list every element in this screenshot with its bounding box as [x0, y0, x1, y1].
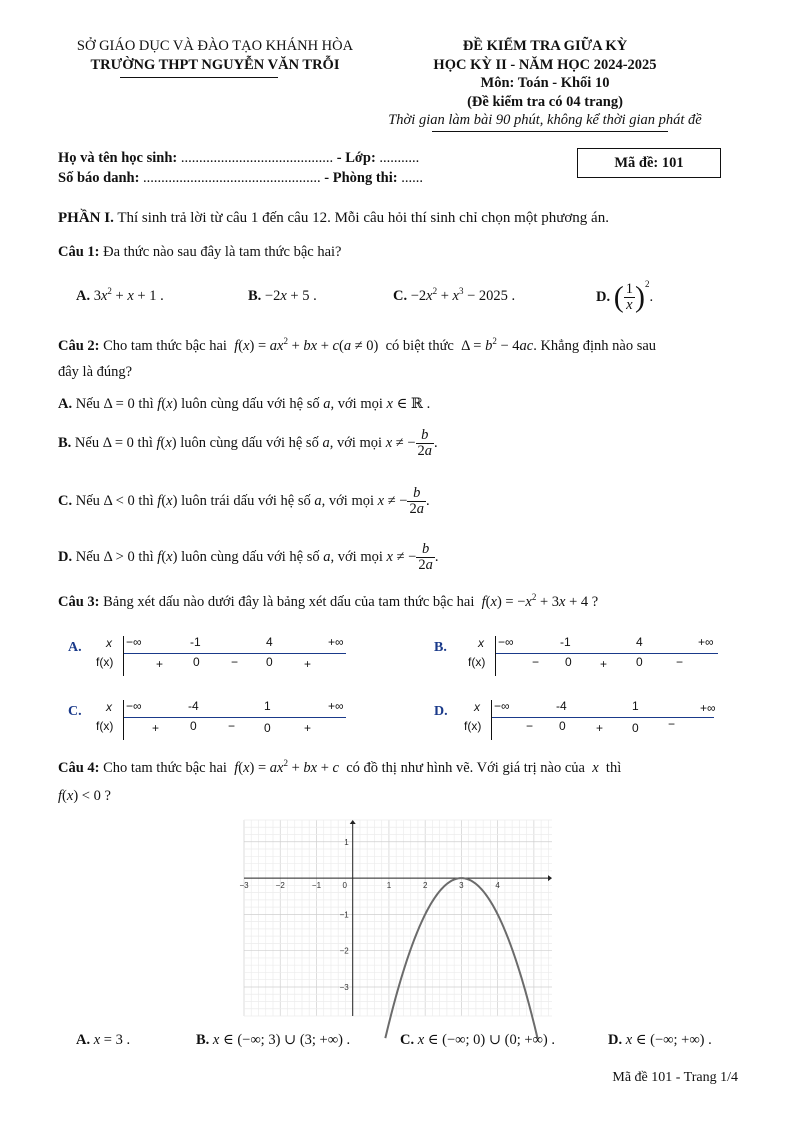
x-axis-arrow: [548, 875, 552, 881]
question-1: [58, 244, 341, 261]
sign-table-a: x f(x) −∞ -1 4 +∞ + 0 − 0 +: [96, 636, 346, 676]
sbd-field[interactable]: .................................................: [143, 170, 321, 186]
y-tick-label: −3: [339, 982, 349, 992]
q1-label: Câu 1:: [58, 244, 100, 260]
y-tick-label: 1: [344, 837, 349, 847]
q2-option-a[interactable]: A. Nếu Δ = 0 thì f(x) luôn cùng dấu với hệ số a, với mọi x ∈ ℝ .: [58, 396, 431, 412]
y-axis-arrow: [350, 820, 356, 824]
x-tick-label: 3: [459, 881, 464, 891]
question-4: Câu 4: Cho tam thức bậc hai $f(x) = ax^2$ + bx + c có đồ thị như hình vẽ. Với giá trị nào của x thì: [58, 758, 622, 776]
q1-option-d[interactable]: D. ( $\frac{1}{x}$ )$^2$.: [596, 279, 654, 314]
q2-text-cont: đây là đúng?: [58, 364, 133, 380]
q2-option-c[interactable]: C. Nếu Δ < 0 thì f(x) luôn trái dấu với hệ số a, với mọi x ≠ − $\frac{b}{2a}$ .: [58, 485, 430, 518]
q4-option-b[interactable]: B. x ∈ (−∞; 3) ∪ (3; +∞) .: [196, 1032, 351, 1048]
page-count-note: (Đề kiểm tra có 04 trang): [467, 94, 623, 110]
class-field[interactable]: ...........: [379, 150, 420, 166]
sign-table-b: x f(x) −∞ -1 4 +∞ − 0 + 0 −: [468, 636, 718, 676]
x-tick-label: 4: [495, 881, 500, 891]
school-underline: [120, 77, 278, 78]
q1-option-b[interactable]: B. −2x + 5 .: [248, 288, 317, 304]
exam-term: HỌC KỲ II - NĂM HỌC 2024-2025: [433, 57, 657, 73]
class-label: - Lớp:: [336, 150, 376, 166]
room-field: ......: [401, 170, 423, 186]
exam-title: ĐỀ KIỂM TRA GIỮA KỲ: [462, 38, 628, 54]
q1-option-a[interactable]: A. $3x^2 + x + 1$ .: [76, 286, 164, 304]
x-tick-label: −2: [275, 881, 285, 891]
part1-instruction: Thí sinh trả lời từ câu 1 đến câu 12. Mỗi câu hỏi thí sinh chỉ chọn một phương án.: [117, 210, 609, 226]
student-name-field[interactable]: ..........................................: [180, 150, 334, 166]
student-id-line: [58, 170, 423, 187]
department-name: SỞ GIÁO DỤC VÀ ĐÀO TẠO KHÁNH HÒA: [76, 38, 354, 54]
q1-option-c[interactable]: C. $-2x^2 + x^3 - 2025$ .: [393, 286, 516, 304]
duration-note: Thời gian làm bài 90 phút, không kể thời gian phát đề: [388, 112, 702, 128]
q2-option-d[interactable]: D. Nếu Δ > 0 thì f(x) luôn cùng dấu với hệ số a, với mọi x ≠ − $\frac{b}{2a}$ .: [58, 541, 439, 574]
q4-option-d[interactable]: D. x ∈ (−∞; +∞) .: [608, 1032, 712, 1048]
q2-option-b[interactable]: B. Nếu Δ = 0 thì f(x) luôn cùng dấu với hệ số a, với mọi x ≠ − $\frac{b}{2a}$ .: [58, 427, 438, 460]
x-tick-label: 0: [342, 881, 347, 891]
q3-label: Câu 3:: [58, 594, 100, 610]
exam-subject: Môn: Toán - Khối 10: [480, 75, 610, 91]
sbd-label: Số báo danh:: [58, 170, 140, 186]
exam-code-box: Mã đề: 101: [577, 148, 721, 178]
q1-text: Đa thức nào sau đây là tam thức bậc hai?: [103, 244, 342, 260]
x-tick-label: −3: [239, 881, 249, 891]
x-tick-label: 2: [422, 881, 428, 891]
x-tick-label: −1: [311, 881, 322, 891]
student-name-line: [58, 150, 419, 167]
question-2: Câu 2: Cho tam thức bậc hai $f(x) = ax^2$ + bx + c(a ≠ 0) có biệt thức $\Delta = b^2 - 4ac$. Khẳng định nào sau: [58, 336, 657, 354]
q4-label: Câu 4:: [58, 760, 100, 776]
parabola-graph: [239, 820, 552, 1016]
q4-condition: f(x) < 0 ?: [58, 788, 111, 804]
sign-table-c: x f(x) −∞ -4 1 +∞ + 0 − 0 +: [96, 700, 346, 740]
y-tick-label: −1: [339, 910, 349, 920]
q2-label: Câu 2:: [58, 338, 100, 354]
sign-table-d: x f(x) −∞ -4 1 +∞ − 0 + 0 −: [464, 700, 714, 740]
student-name-label: Họ và tên học sinh:: [58, 150, 178, 166]
x-tick-label: 1: [386, 881, 392, 891]
y-tick-label: −2: [339, 946, 349, 956]
school-name: TRƯỜNG THPT NGUYỄN VĂN TRỖI: [90, 57, 340, 73]
page-footer: Mã đề 101 - Trang 1/4: [612, 1070, 738, 1085]
room-label: - Phòng thi:: [324, 170, 398, 186]
q4-option-a[interactable]: A. x = 3 .: [76, 1032, 131, 1048]
q4-option-c[interactable]: C. x ∈ (−∞; 0) ∪ (0; +∞) .: [400, 1032, 555, 1048]
part1-title: PHẦN I.: [58, 210, 114, 226]
question-3: Câu 3: Bảng xét dấu nào dưới đây là bảng xét dấu của tam thức bậc hai $f(x) = -x^2 + 3x + 4$ ?: [58, 592, 599, 610]
duration-underline: [432, 131, 668, 132]
part1-heading: [58, 210, 609, 227]
